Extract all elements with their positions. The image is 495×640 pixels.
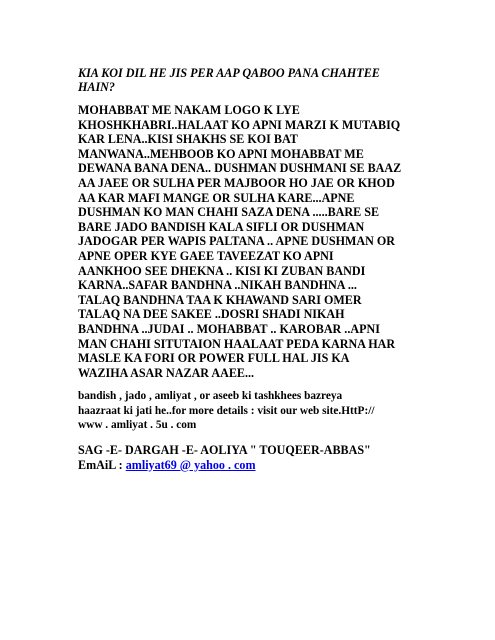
- body-line: MOHABBAT ME NAKAM LOGO K LYE: [78, 103, 300, 117]
- document-page: [78, 66, 440, 472]
- body-line: AA JAEE OR SULHA PER MAJBOOR HO JAE OR KHOD: [78, 175, 395, 190]
- info-line: www . amliyat . 5u . com: [78, 419, 197, 432]
- body-line: JADOGAR PER WAPIS PALTANA .. APNE DUSHMAN OR: [78, 234, 396, 249]
- body-line: KAR LENA..KISI SHAKHS SE KOI BAT: [78, 132, 298, 147]
- body-line: AA KAR MAFI MANGE OR SULHA KARE...APNE: [78, 190, 355, 205]
- body-line: AANKHOO SEE DHEKNA .. KISI KI ZUBAN BANDI: [78, 263, 366, 278]
- body-line: KARNA..SAFAR BANDHNA ..NIKAH BANDHNA ...: [78, 278, 357, 293]
- body-line: MANWANA..MEHBOOB KO APNI MOHABBAT ME: [78, 146, 364, 161]
- email-label: EmAiL :: [78, 457, 126, 472]
- body-line: WAZIHA ASAR NAZAR AAEE...: [78, 365, 255, 380]
- contact-block: [78, 443, 440, 472]
- body-line: BARE JADO BANDISH KALA SIFLI OR DUSHMAN: [78, 219, 365, 234]
- body-line: TALAQ BANDHNA TAA K KHAWAND SARI OMER: [78, 292, 362, 307]
- body-line: DUSHMAN KO MAN CHAHI SAZA DENA .....BARE SE: [78, 205, 380, 220]
- signature-line: SAG -E- DARGAH -E- AOLIYA " TOUQEER-ABBAS": [78, 443, 371, 458]
- body-line: MASLE KA FORI OR POWER FULL HAL JIS KA: [78, 351, 350, 366]
- info-line: bandish , jado , amliyat , or aseeb ki tashkhees bazreya: [78, 390, 343, 403]
- body-line: DEWANA BANA DENA.. DUSHMAN DUSHMANI SE BAAZ: [78, 161, 402, 176]
- document-title: [78, 66, 440, 94]
- info-paragraph: [78, 389, 440, 433]
- email-link[interactable]: amliyat69 @ yahoo . com: [125, 457, 256, 472]
- body-line: APNE OPER KYE GAEE TAVEEZAT KO APNI: [78, 248, 334, 263]
- email-line: [78, 458, 440, 473]
- body-line: TALAQ NA DEE SAKEE ..DOSRI SHADI NIKAH: [78, 307, 345, 322]
- body-line: MAN CHAHI SITUTAION HAALAAT PEDA KARNA HAR: [78, 336, 396, 351]
- body-line: KHOSHKHABRI..HALAAT KO APNI MARZI K MUTABIQ: [78, 117, 401, 132]
- title-line: HAIN?: [78, 80, 115, 94]
- main-paragraph: [78, 103, 440, 380]
- body-line: BANDHNA ..JUDAI .. MOHABBAT .. KAROBAR ..APNI: [78, 321, 380, 336]
- info-line: haazraat ki jati he..for more details : visit our web site.HttP://: [78, 404, 375, 417]
- title-line: KIA KOI DIL HE JIS PER AAP QABOO PANA CHAHTEE: [78, 66, 380, 80]
